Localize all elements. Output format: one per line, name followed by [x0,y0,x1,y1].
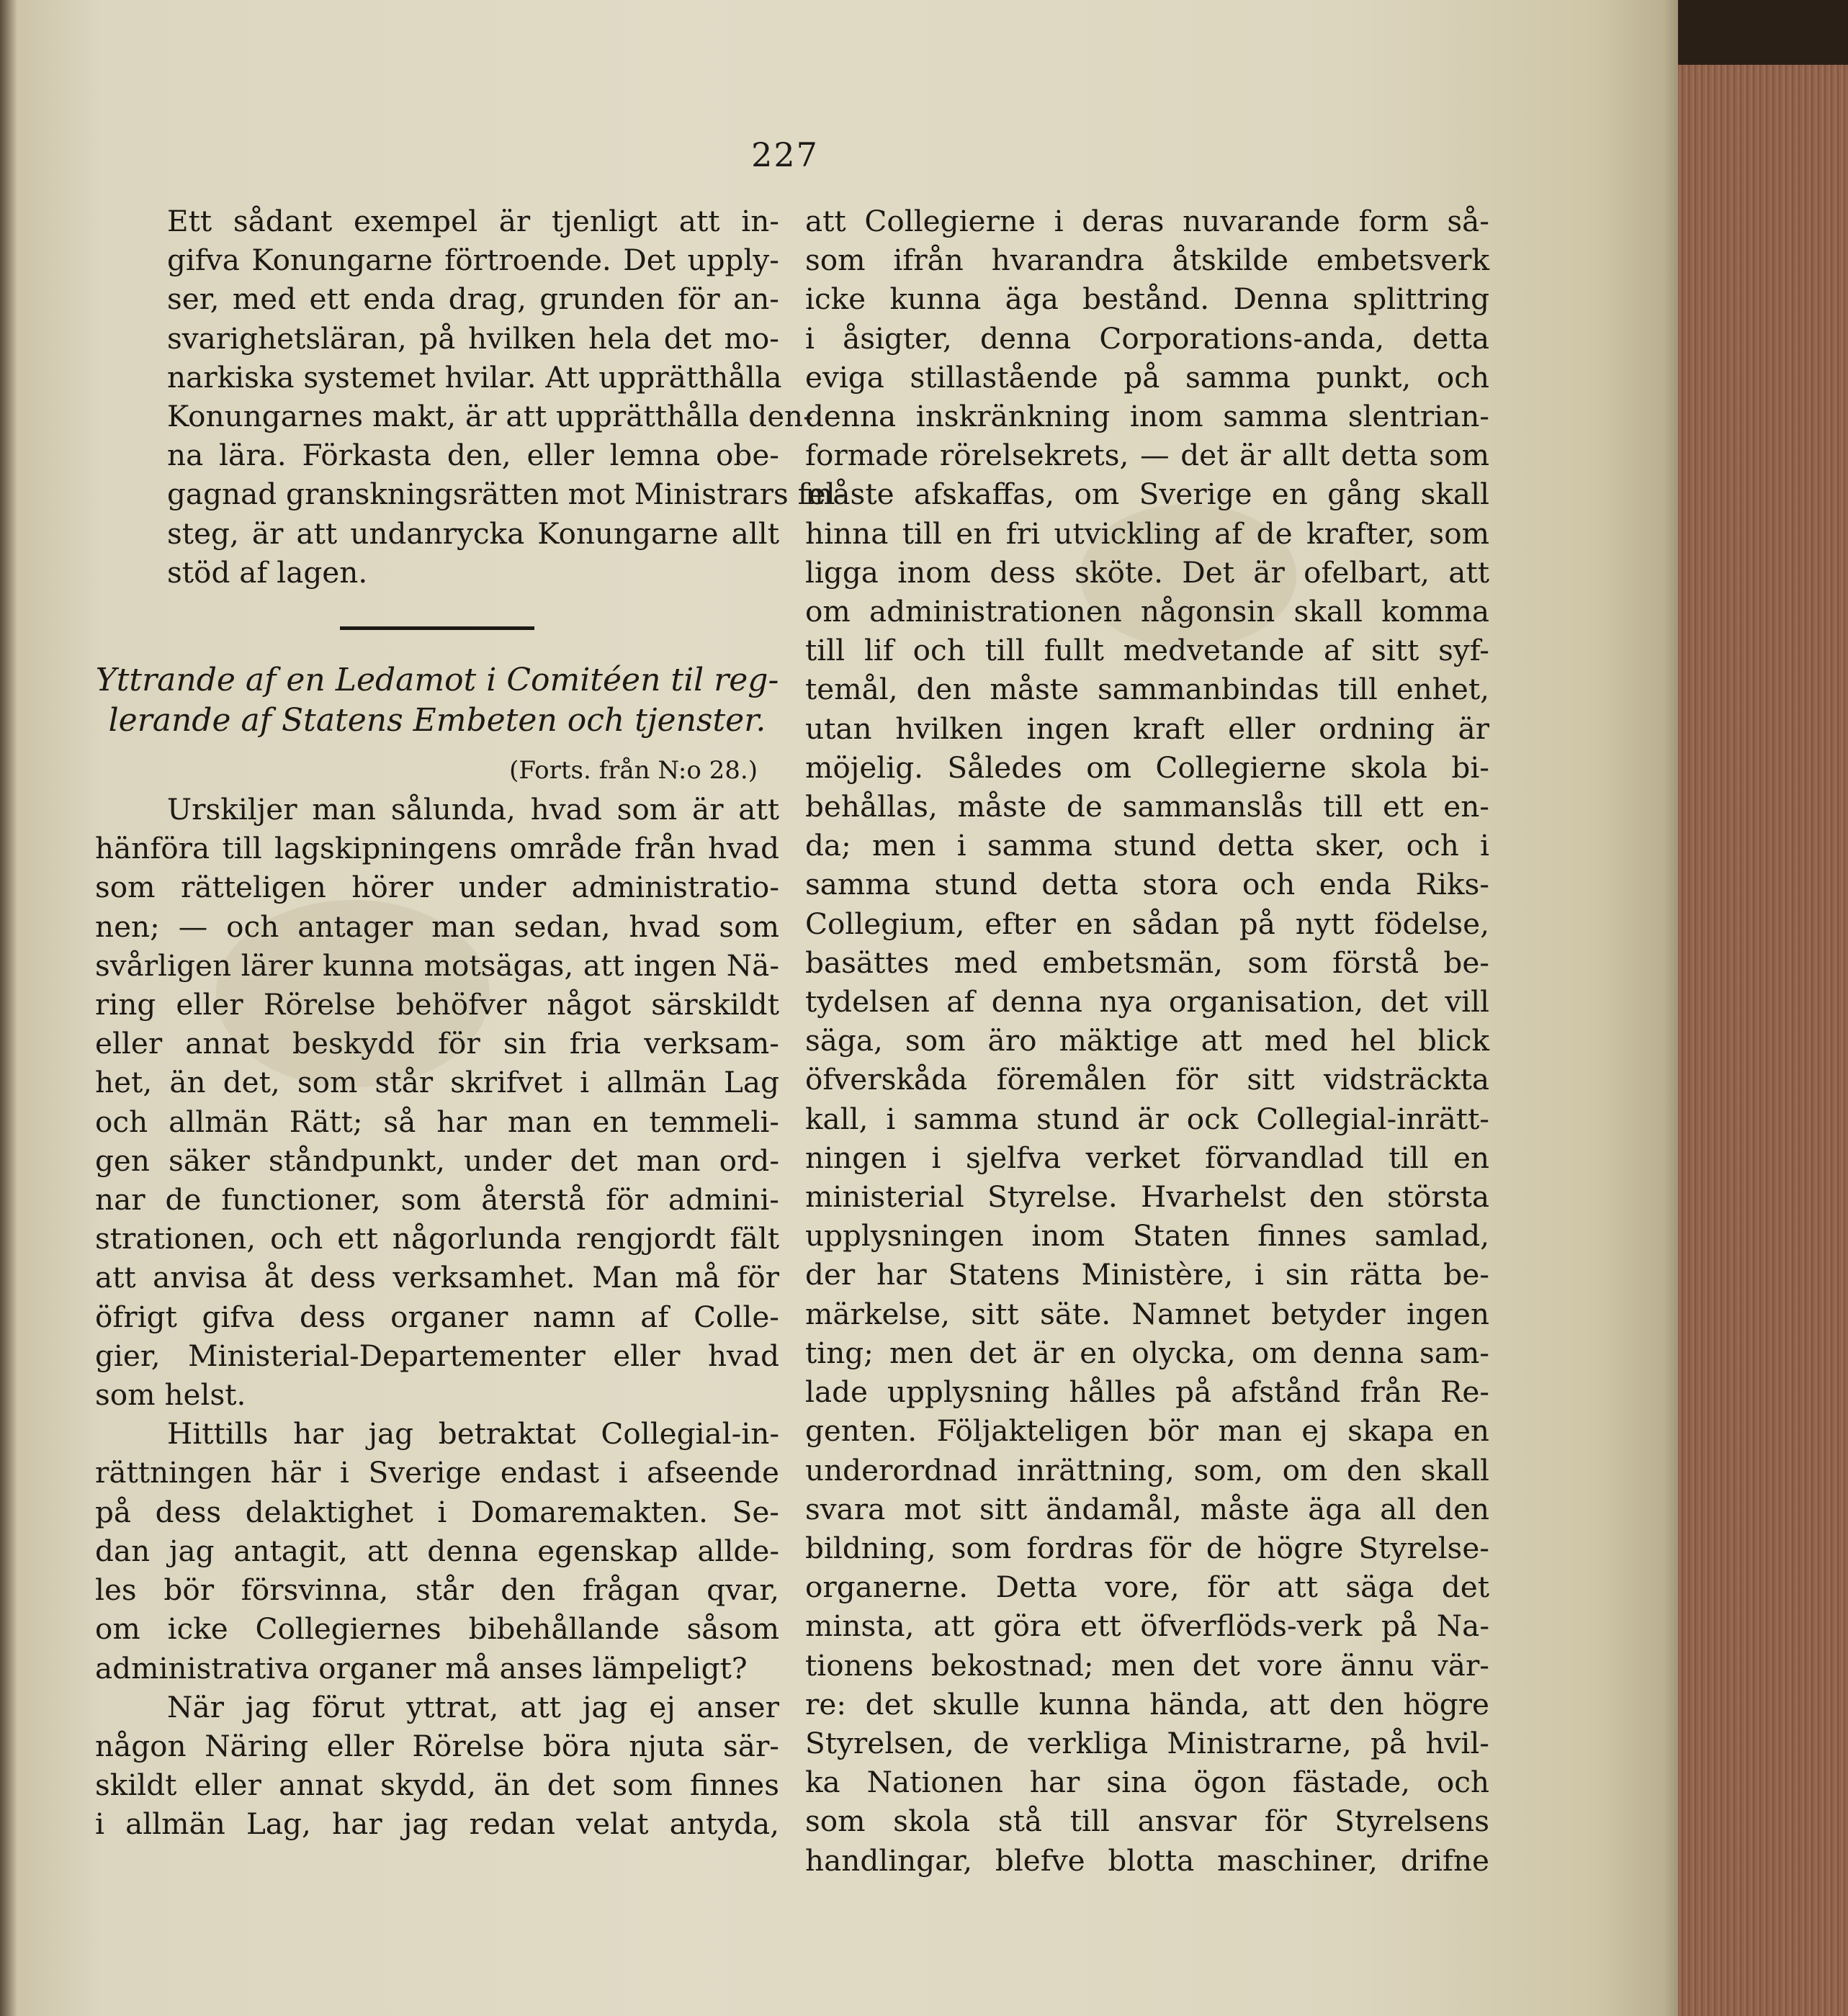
paragraph-2 [95,790,779,1414]
text-line: svarighetsläran, på hvilken hela det mo- [167,320,779,356]
continuation-note: (Forts. från N:o 28.) [509,756,758,786]
text-line: der har Statens Ministère, i sin rätta be- [805,1257,1489,1292]
text-line: svara mot sitt ändamål, måste äga all den [805,1491,1489,1526]
text-line: eviga stillastående på samma punkt, och [805,359,1489,395]
text-line: underordnad inrättning, som, om den skall [805,1452,1489,1488]
text-line: na lära. Förkasta den, eller lemna obe- [167,438,779,473]
heading-line: lerande af Statens Embeten och tjenster. [108,702,766,739]
text-line: om administrationen någonsin skall komma [805,594,1489,629]
text-line: organerne. Detta vore, för att säga det [805,1570,1489,1605]
text-line: bildning, som fordras för de högre Styrelse- [805,1530,1489,1565]
text-line: gagnad granskningsrätten mot Ministrars fel- [167,477,845,512]
text-line: att Collegierne i deras nuvarande form så- [805,204,1489,238]
text-line: da; men i samma stund detta sker, och i [805,828,1489,863]
section-divider [340,626,534,630]
text-line: ring eller Rörelse behöfver något särskildt [95,987,779,1022]
text-line: som ifrån hvarandra åtskilde embetsverk [805,243,1489,278]
text-line: strationen, och ett någorlunda rengjordt fält [95,1221,779,1256]
text-line: Hittills har jag betraktat Collegial-in- [167,1416,779,1452]
text-line: hinna till en fri utvickling af de krafter, som [805,516,1489,551]
text-line: lade upplysning hålles på afstånd från Re- [805,1374,1489,1410]
text-line: gifva Konungarne förtroende. Det upply- [167,243,779,278]
gutter-shadow [0,0,17,2016]
text-line: Collegium, efter en sådan på nytt födelse, [805,906,1489,941]
text-line: till lif och till fullt medvetande af sitt syf- [805,633,1489,668]
text-line: Konungarnes makt, är att upprätthålla den- [167,399,813,434]
text-line: nar de functioner, som återstå för admini- [95,1182,779,1218]
text-line: upplysningen inom Staten finnes samlad, [805,1218,1489,1254]
scan-background [1678,0,1848,65]
text-line: hänföra till lagskipningens område från hvad [95,831,779,866]
text-line: som rätteligen hörer under administratio- [95,870,779,905]
book-page-edges [1678,0,1848,2016]
text-line: att anvisa åt dess verksamhet. Man må för [95,1260,779,1295]
text-line: nen; — och antager man sedan, hvad som [95,909,779,944]
text-line: utan hvilken ingen kraft eller ordning är [805,711,1489,746]
text-line: kall, i samma stund är ock Collegial-inrätt- [805,1101,1489,1136]
page-number: 227 [751,135,819,174]
text-line: minsta, att göra ett öfverflöds-verk på Na- [805,1608,1489,1644]
text-line: handlingar, blefve blotta maschiner, drifne [805,1842,1489,1878]
text-line: genten. Följakteligen bör man ej skapa en [805,1413,1489,1449]
text-line: tydelsen af denna nya organisation, det vill [805,984,1489,1020]
text-line: Styrelsen, de verkliga Ministrarne, på hvil- [805,1725,1489,1760]
text-line: Urskiljer man sålunda, hvad som är att [167,792,779,827]
text-line: ligga inom dess sköte. Det är ofelbart, att [805,554,1489,590]
text-line: samma stund detta stora och enda Riks- [805,867,1489,902]
text-line: steg, är att undanrycka Konungarne allt [167,516,779,551]
paragraph-3 [95,1414,779,1687]
text-line: rättningen här i Sverige endast i afseende [95,1455,779,1490]
left-column [95,202,845,1844]
text-line: het, än det, som står skrifvet i allmän Lag [95,1065,779,1100]
text-line: behållas, måste de sammanslås till ett en- [805,789,1489,824]
text-line: gen säker ståndpunkt, under det man ord- [95,1143,779,1178]
text-line: re: det skulle kunna hända, att den högre [805,1686,1489,1722]
text-line: någon Näring eller Rörelse böra njuta sär- [95,1728,779,1763]
text-line: ting; men det är en olycka, om denna sam- [805,1335,1489,1370]
text-line: När jag förut yttrat, att jag ej anser [167,1689,779,1724]
text-line: icke kunna äga bestånd. Denna splittring [805,282,1489,317]
text-line: ka Nationen har sina ögon fästade, och [805,1765,1489,1800]
text-line: ser, med ett enda drag, grunden för an- [167,282,779,317]
text-line: eller annat beskydd för sin fria verksam- [95,1026,779,1061]
text-line: som skola stå till ansvar för Styrelsens [805,1804,1489,1839]
text-line: öfverskåda föremålen för sitt vidsträckta [805,1062,1489,1097]
heading-line: Yttrande af en Ledamot i Comitéen til reg- [95,662,779,699]
text-line: les bör försvinna, står den frågan qvar, [95,1572,779,1608]
text-line: och allmän Rätt; så har man en temmeli- [95,1104,779,1139]
text-line: svårligen lärer kunna motsägas, att ingen Nä- [95,948,779,983]
text-line: skildt eller annat skydd, än det som finnes [95,1768,779,1803]
text-line: gier, Ministerial-Departementer eller hvad [95,1338,779,1373]
section-heading [95,660,779,741]
text-line: om icke Collegiernes bibehållande såsom [95,1611,779,1647]
text-line: märkelse, sitt säte. Namnet betyder ingen [805,1296,1489,1331]
text-line: Ett sådant exempel är tjenligt att in- [167,204,779,238]
text-line: öfrigt gifva dess organer namn af Colle- [95,1299,779,1334]
text-line: möjelig. Således om Collegierne skola bi- [805,750,1489,785]
text-line: dan jag antagit, att denna egenskap allde- [95,1533,779,1568]
text-line: ningen i sjelfva verket förvandlad till en [805,1140,1489,1175]
text-line: basättes med embetsmän, som förstå be- [805,945,1489,980]
text-line: som helst. [95,1377,246,1413]
text-line: denna inskränkning inom samma slentrian- [805,399,1489,434]
text-line: administrativa organer må anses lämpeligt? [95,1650,748,1686]
text-line: formade rörelsekrets, — det är allt detta som [805,438,1489,473]
text-line: tionens bekostnad; men det vore ännu vär- [805,1647,1489,1683]
text-line: säga, som äro mäktige att med hel blick [805,1023,1489,1058]
text-line: måste afskaffas, om Sverige en gång skall [805,477,1489,512]
text-line: narkiska systemet hvilar. Att upprätthålla [167,359,782,395]
right-column-text [805,202,1489,1880]
text-line: i åsigter, denna Corporations-anda, detta [805,320,1489,356]
text-line: temål, den måste sammanbindas till enhet, [805,672,1489,707]
text-line: ministerial Styrelse. Hvarhelst den största [805,1179,1489,1215]
paragraph-4 [95,1688,779,1844]
text-line: i allmän Lag, har jag redan velat antyda, [95,1806,779,1842]
right-column [805,202,1489,1880]
text-line: på dess delaktighet i Domaremakten. Se- [95,1494,779,1529]
paragraph-1 [95,202,845,592]
text-line: stöd af lagen. [167,554,368,590]
